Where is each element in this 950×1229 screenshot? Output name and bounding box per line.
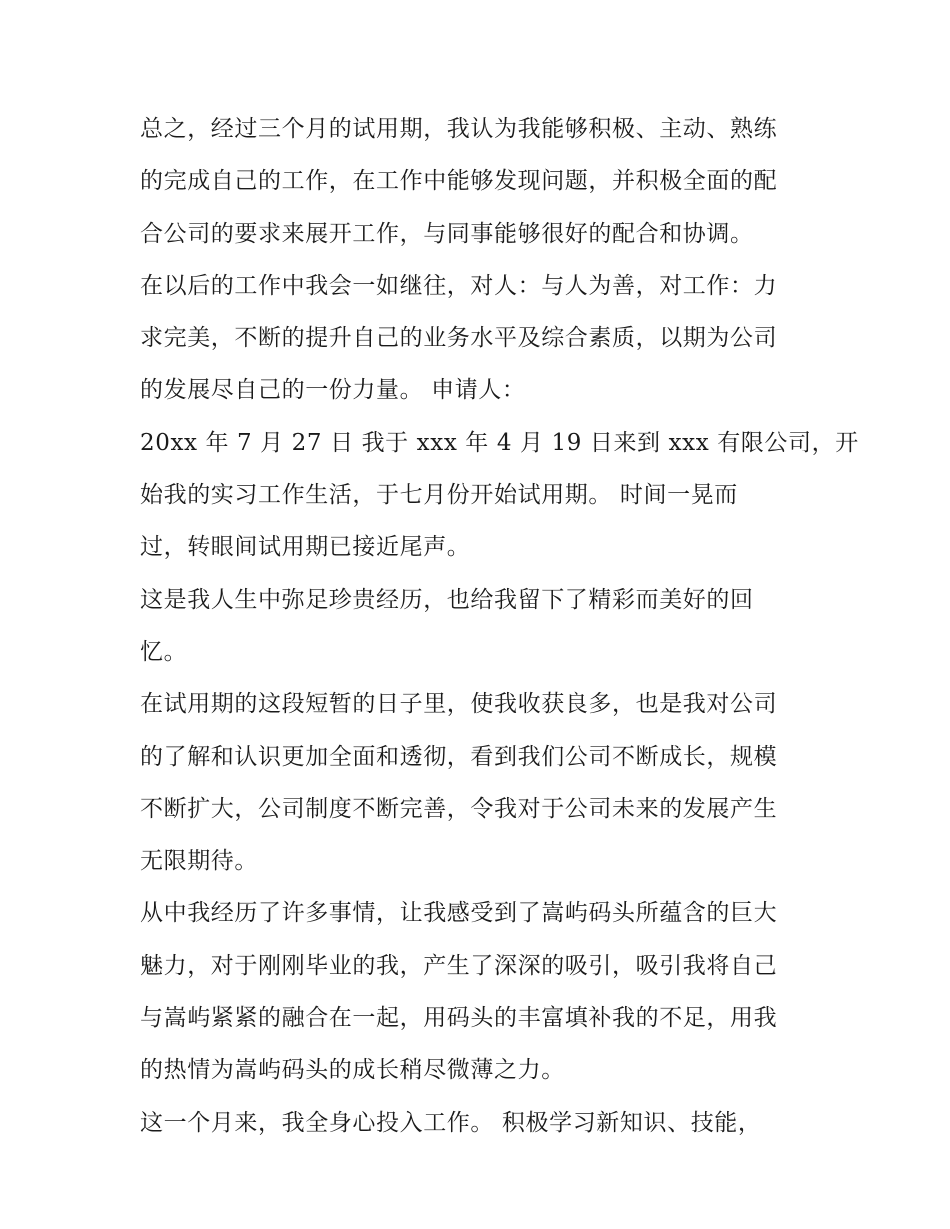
- text-line: 的热情为嵩屿码头的成长稍尽微薄之力。: [140, 1057, 565, 1084]
- text-line: 合公司的要求来展开工作，与同事能够很好的配合和协调。: [140, 220, 754, 247]
- text-line: 与嵩屿紧紧的融合在一起，用码头的丰富填补我的不足，用我: [140, 1005, 778, 1032]
- document-body: [140, 103, 859, 1149]
- text-line: 魅力，对于刚刚毕业的我，产生了深深的吸引，吸引我将自己: [140, 952, 778, 979]
- text-line: 求完美，不断的提升自己的业务水平及综合素质，以期为公司: [140, 325, 778, 352]
- text-line: 无限期待。: [140, 848, 258, 875]
- text-line: 这是我人生中弥足珍贵经历，也给我留下了精彩而美好的回: [140, 586, 754, 613]
- text-line: 20xx 年 7 月 27 日 我于 xxx 年 4 月 19 日来到 xxx 有限公司，开: [140, 429, 859, 456]
- text-line: 过，转眼间试用期已接近尾声。: [140, 534, 471, 561]
- text-line: 的了解和认识更加全面和透彻，看到我们公司不断成长，规模: [140, 743, 778, 770]
- text-line: 在以后的工作中我会一如继往，对人：与人为善，对工作：力: [140, 272, 778, 299]
- text-line: 的发展尽自己的一份力量。 申请人：: [140, 377, 526, 404]
- text-line: 从中我经历了许多事情，让我感受到了嵩屿码头所蕴含的巨大: [140, 900, 778, 927]
- text-line: 在试用期的这段短暂的日子里，使我收获良多，也是我对公司: [140, 691, 778, 718]
- text-line: 这一个月来，我全身心投入工作。 积极学习新知识、技能，: [140, 1109, 762, 1136]
- text-line: 的完成自己的工作，在工作中能够发现问题，并积极全面的配: [140, 168, 778, 195]
- text-line: 总之，经过三个月的试用期，我认为我能够积极、主动、熟练: [140, 116, 778, 142]
- text-line: 不断扩大，公司制度不断完善，令我对于公司未来的发展产生: [140, 795, 778, 822]
- text-line: 忆。: [140, 638, 188, 665]
- text-line: 始我的实习工作生活，于七月份开始试用期。 时间一晃而: [140, 482, 738, 509]
